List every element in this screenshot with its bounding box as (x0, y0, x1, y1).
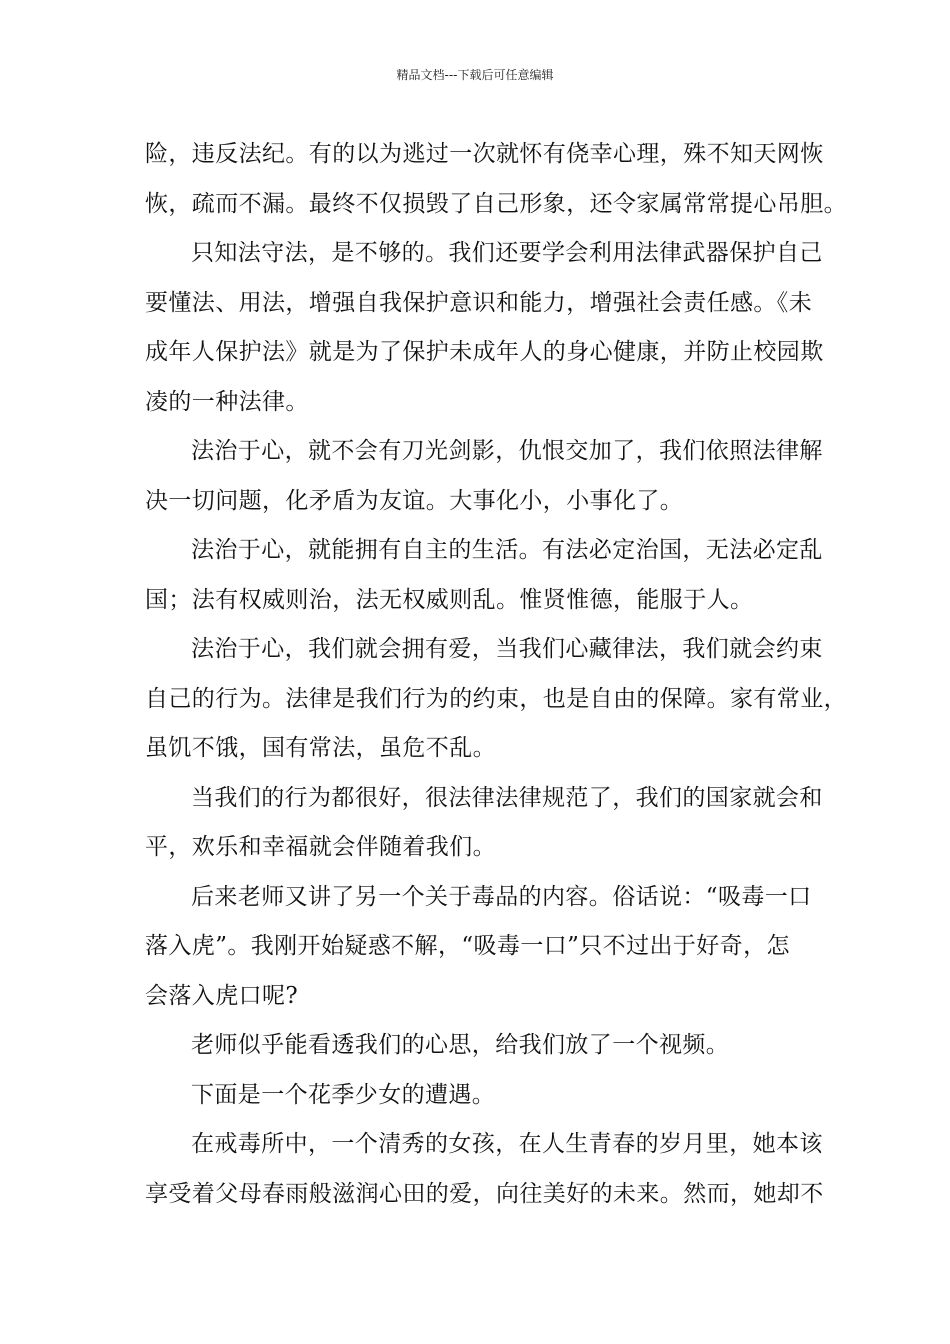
text-line: 平，欢乐和幸福就会伴随着我们。 (145, 834, 496, 860)
text-line: 恢，疏而不漏。最终不仅损毁了自己形象，还令家属常常提心吊胆。 (145, 190, 847, 217)
text-line: 法治于心，就不会有刀光剑影，仇恨交加了，我们依照法律解 (191, 438, 823, 464)
text-line: 只知法守法，是不够的。我们还要学会利用法律武器保护自己 (191, 240, 823, 266)
text-line: 虽饥不饿，国有常法，虽危不乱。 (145, 735, 496, 761)
text-line: 要懂法、用法，增强自我保护意识和能力，增强社会责任感。《未 (145, 289, 813, 316)
text-line: 落入虎”。我刚开始疑惑不解，“吸毒一口”只不过出于好奇，怎 (145, 933, 790, 959)
text-line: 凌的一种法律。 (145, 388, 309, 415)
text-line: 决一切问题，化矛盾为友谊。大事化小，小事化了。 (145, 487, 684, 514)
text-line: 险，违反法纪。有的以为逃过一次就怀有侥幸心理，殊不知天网恢 (145, 141, 824, 167)
text-line: 后来老师又讲了另一个关于毒品的内容。俗话说：“吸毒一口 (191, 883, 812, 910)
body-text (145, 130, 847, 1219)
page-header: 精品文档---下载后可任意编辑 (396, 68, 554, 82)
text-line: 在戒毒所中，一个清秀的女孩，在人生青春的岁月里，她本该 (191, 1131, 823, 1157)
text-line: 下面是一个花季少女的遭遇。 (191, 1081, 496, 1108)
text-line: 国；法有权威则治，法无权威则乱。惟贤惟德，能服于人。 (145, 586, 754, 613)
text-line: 法治于心，就能拥有自主的生活。有法必定治国，无法必定乱 (191, 537, 823, 563)
text-line: 法治于心，我们就会拥有爱，当我们心藏律法，我们就会约束 (191, 636, 823, 662)
text-line: 会落入虎口呢? (145, 982, 299, 1009)
text-line: 当我们的行为都很好，很法律法律规范了，我们的国家就会和 (191, 784, 823, 811)
text-line: 成年人保护法》就是为了保护未成年人的身心健康，并防止校园欺 (145, 339, 824, 365)
text-line: 老师似乎能看透我们的心思，给我们放了一个视频。 (191, 1032, 730, 1058)
text-line: 自己的行为。法律是我们行为的约束，也是自由的保障。家有常业， (145, 685, 847, 712)
text-line: 享受着父母春雨般滋润心田的爱，向往美好的未来。然而，她却不 (145, 1180, 824, 1207)
